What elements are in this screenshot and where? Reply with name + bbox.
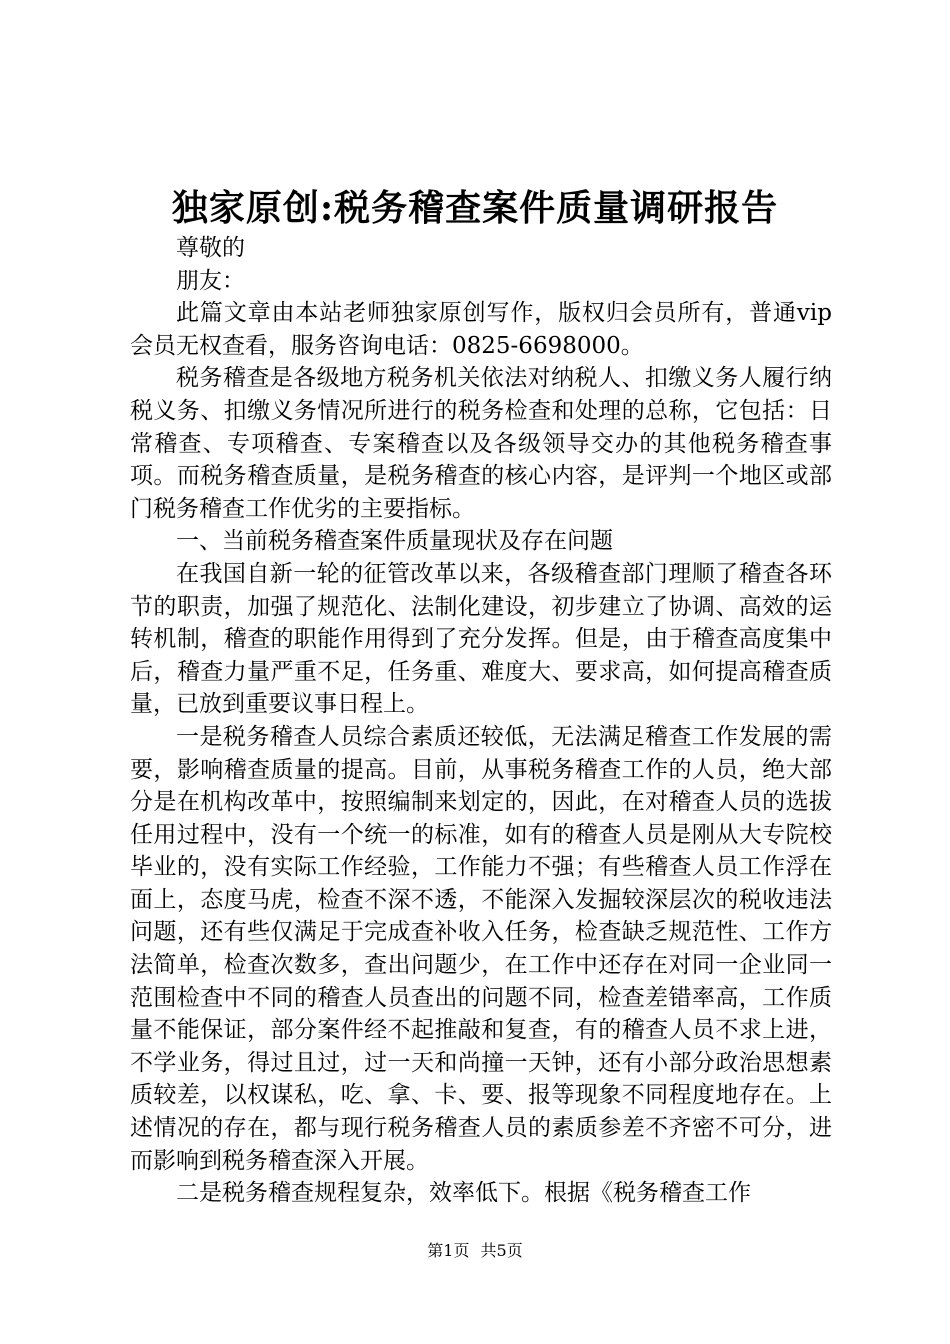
page-total: 共5页 [480,1241,523,1260]
page-number: 第1页 [427,1241,470,1260]
greeting-line-2: 朋友： [176,267,245,294]
section-heading-1: 一、当前税务稽查案件质量现状及存在问题 [176,528,613,555]
greeting-line-1: 尊敬的 [176,235,245,261]
paragraph-introduction: 税务稽查是各级地方税务机关依法对纳税人、扣缴义务人履行纳税义务、扣缴义务情况所进行的税务检查和处理的总称，它包括：日常稽查、专项稽查、专案稽查以及各级领导交办的其他税务稽查事项。而税务稽查质量，是税务稽查的核心内容，是评判一个地区或部门税务稽查工作优劣的主要指标。 [130,365,832,522]
page-footer [0,1240,950,1262]
paragraph-problem-2: 二是税务稽查规程复杂，效率低下。根据《税务稽查工作 [176,1180,751,1207]
paragraph-problem-1: 一是税务稽查人员综合素质还较低，无法满足稽查工作发展的需要，影响稽查质量的提高。目前，从事税务稽查工作的人员，绝大部分是在机构改革中，按照编制来划定的，因此，在对稽查人员的选拔任用过程中，没有一个统一的标准，如有的稽查人员是刚从大专院校毕业的，没有实际工作经验，工作能力不强；有些稽查人员工作浮在面上，态度马虎，检查不深不透，不能深入发掘较深层次的税收违法问题，还有些仅满足于完成查补收入任务，检查缺乏规范性、工作方法简单，检查次数多，查出问题少，在工作中还存在对同一企业同一范围检查中不同的稽查人员查出的问题不同，检查差错率高，工作质量不能保证，部分案件经不起推敲和复查，有的稽查人员不求上进，不学业务，得过且过，过一天和尚撞一天钟，还有小部分政治思想素质较差，以权谋私，吃、拿、卡、要、报等现象不同程度地存在。上述情况的存在，都与现行税务稽查人员的素质参差不齐密不可分，进而影响到税务稽查深入开展。 [130,723,832,1174]
paragraph-current-status: 在我国自新一轮的征管改革以来，各级稽查部门理顺了稽查各环节的职责，加强了规范化、法制化建设，初步建立了协调、高效的运转机制，稽查的职能作用得到了充分发挥。但是，由于稽查高度集中后，稽查力量严重不足，任务重、难度大、要求高，如何提高稽查质量，已放到重要议事日程上。 [130,560,832,718]
document-body [130,232,832,1210]
document-title: 独家原创:税务稽查案件质量调研报告 [171,187,779,229]
paragraph-copyright-notice: 此篇文章由本站老师独家原创写作，版权归会员所有，普通vip会员无权查看，服务咨询电话：0825-6698000。 [130,300,832,359]
